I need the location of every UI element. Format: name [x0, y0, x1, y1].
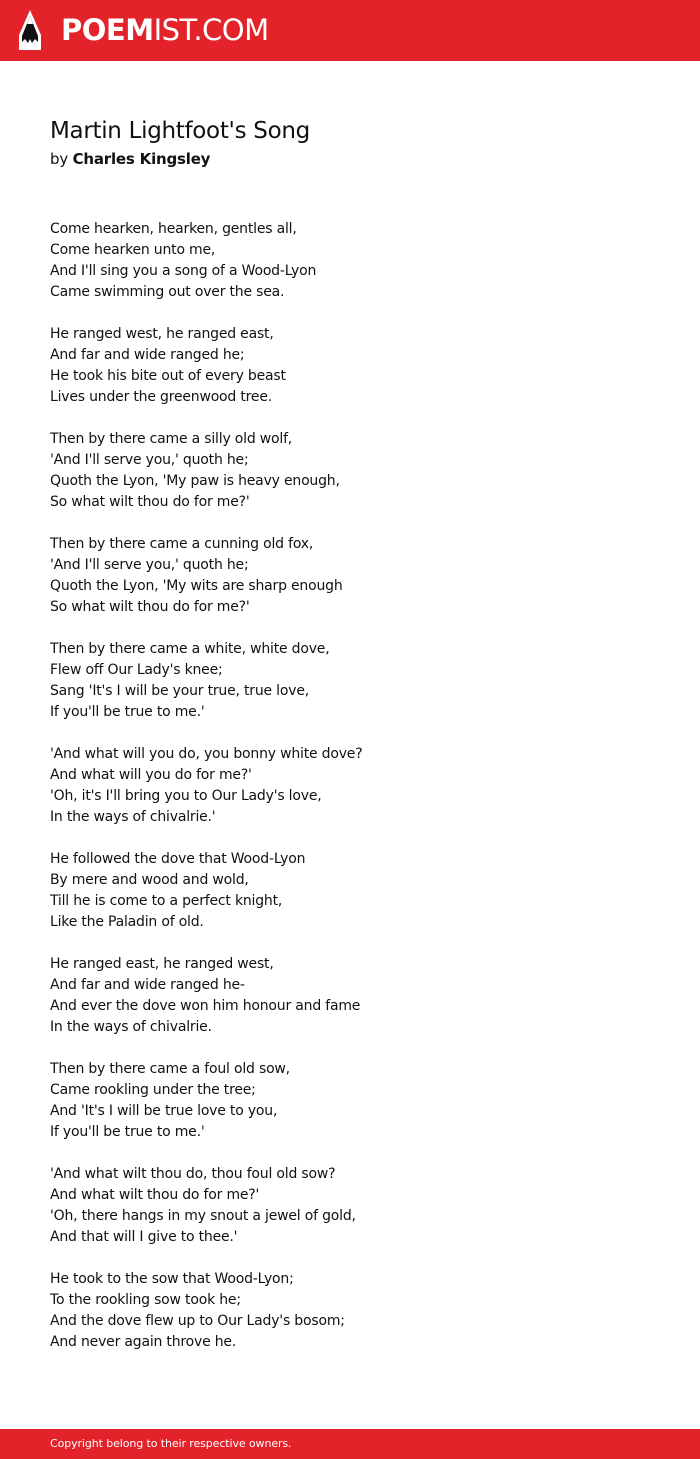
poem-line: And what wilt thou do for me?'	[50, 1187, 260, 1203]
poem-body	[50, 219, 670, 1374]
copyright-text: Copyright belong to their respective owners.	[50, 1437, 292, 1450]
poem-line: So what wilt thou do for me?'	[50, 494, 250, 510]
poem-line: And the dove flew up to Our Lady's bosom;	[50, 1313, 345, 1329]
poem-line: And that will I give to thee.'	[50, 1229, 238, 1245]
poem-line: He took his bite out of every beast	[50, 368, 286, 384]
poem-line: He followed the dove that Wood-Lyon	[50, 851, 306, 867]
logo-bold-text: POEM	[61, 13, 154, 47]
poem-line: Then by there came a white, white dove,	[50, 641, 330, 657]
poem-line: And far and wide ranged he-	[50, 977, 245, 993]
poem-line: Sang 'It's I will be your true, true love,	[50, 683, 309, 699]
stanza	[50, 954, 670, 1038]
poem-line: He ranged west, he ranged east,	[50, 326, 274, 342]
poem-line: Come hearken, hearken, gentles all,	[50, 221, 297, 237]
poem-line: He ranged east, he ranged west,	[50, 956, 274, 972]
poem-line: Came rookling under the tree;	[50, 1082, 256, 1098]
poem-line: To the rookling sow took he;	[50, 1292, 241, 1308]
site-footer	[0, 1429, 700, 1459]
poem-line: Quoth the Lyon, 'My paw is heavy enough,	[50, 473, 340, 489]
poem-line: So what wilt thou do for me?'	[50, 599, 250, 615]
poem-line: And what will you do for me?'	[50, 767, 252, 783]
stanza	[50, 1164, 670, 1248]
poem-line: Lives under the greenwood tree.	[50, 389, 272, 405]
poem-line: And ever the dove won him honour and fame	[50, 998, 361, 1014]
poem-line: And 'It's I will be true love to you,	[50, 1103, 278, 1119]
poem-line: Flew off Our Lady's knee;	[50, 662, 223, 678]
poem-line: 'Oh, it's I'll bring you to Our Lady's love,	[50, 788, 322, 804]
stanza	[50, 324, 670, 408]
poem-line: Like the Paladin of old.	[50, 914, 204, 930]
stanza	[50, 534, 670, 618]
poem-title: Martin Lightfoot's Song	[50, 118, 310, 144]
poem-line: He took to the sow that Wood-Lyon;	[50, 1271, 294, 1287]
poem-line: 'And what wilt thou do, thou foul old sow?	[50, 1166, 336, 1182]
author-name: Charles Kingsley	[72, 150, 211, 168]
poem-line: Then by there came a silly old wolf,	[50, 431, 293, 447]
poem-line: By mere and wood and wold,	[50, 872, 249, 888]
site-header	[0, 0, 700, 61]
poem-line: Till he is come to a perfect knight,	[50, 893, 283, 909]
poem-line: In the ways of chivalrie.'	[50, 809, 216, 825]
stanza	[50, 639, 670, 723]
logo-light-text: IST.COM	[153, 13, 269, 47]
poem-line: Came swimming out over the sea.	[50, 284, 285, 300]
stanza	[50, 1269, 670, 1353]
stanza	[50, 849, 670, 933]
poem-line: 'And I'll serve you,' quoth he;	[50, 452, 249, 468]
byline	[50, 148, 210, 170]
poem-line: And I'll sing you a song of a Wood-Lyon	[50, 263, 317, 279]
site-logo[interactable]	[61, 12, 269, 48]
poem-line: Come hearken unto me,	[50, 242, 216, 258]
stanza	[50, 429, 670, 513]
pen-nib-icon[interactable]	[17, 9, 43, 51]
poem-line: 'And I'll serve you,' quoth he;	[50, 557, 249, 573]
poem-line: In the ways of chivalrie.	[50, 1019, 212, 1035]
poem-line: Then by there came a foul old sow,	[50, 1061, 290, 1077]
poem-line: And far and wide ranged he;	[50, 347, 245, 363]
poem-line: If you'll be true to me.'	[50, 1124, 205, 1140]
poem-line: 'And what will you do, you bonny white dove?	[50, 746, 363, 762]
poem-line: If you'll be true to me.'	[50, 704, 205, 720]
stanza	[50, 744, 670, 828]
by-label: by	[50, 150, 68, 168]
poem-line: And never again throve he.	[50, 1334, 237, 1350]
poem-line: 'Oh, there hangs in my snout a jewel of gold,	[50, 1208, 356, 1224]
poem-line: Then by there came a cunning old fox,	[50, 536, 314, 552]
stanza	[50, 1059, 670, 1143]
poem-line: Quoth the Lyon, 'My wits are sharp enough	[50, 578, 343, 594]
stanza	[50, 219, 670, 303]
